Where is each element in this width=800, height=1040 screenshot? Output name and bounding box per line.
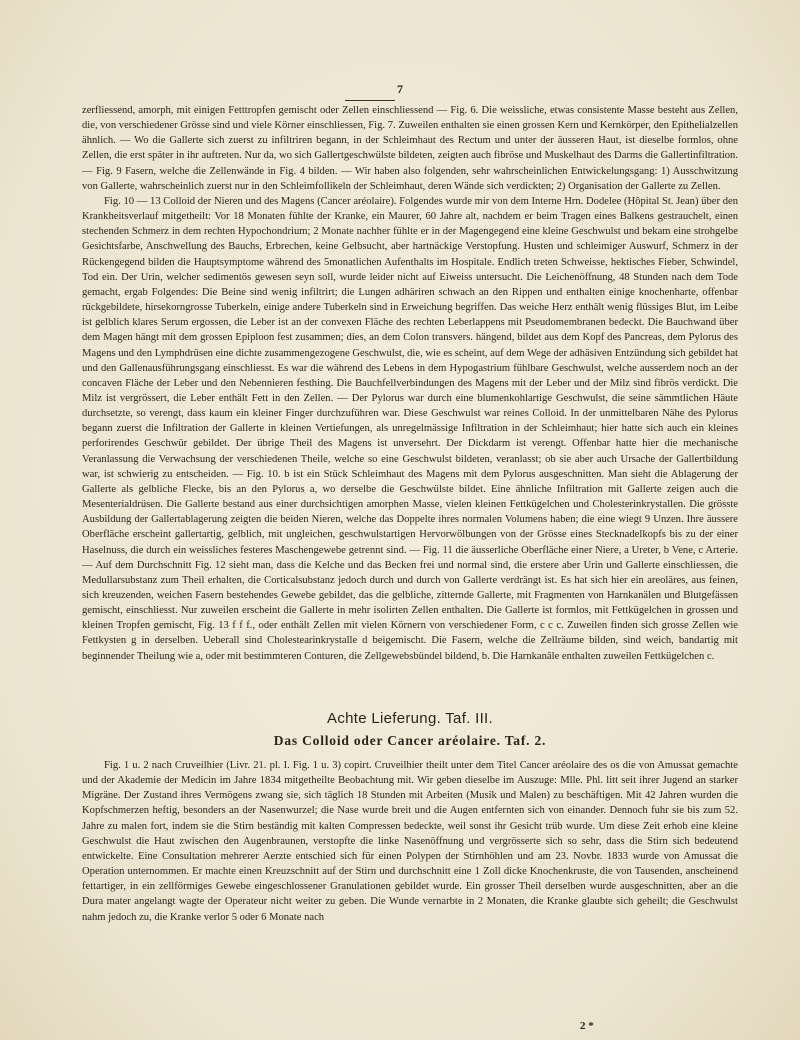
section-subtitle: Das Colloid oder Cancer aréolaire. Taf. 2. xyxy=(273,733,547,748)
header-rule xyxy=(345,100,395,101)
main-text xyxy=(82,103,738,664)
page-number: 7 xyxy=(397,82,403,96)
paragraph-1: zerfliessend, amorph, mit einigen Fetttropfen gemischt oder Zellen einschliessend — Fig. 6. Die weissliche, etwas consistente Masse besteht aus Zellen, die, von verschiedener Grösse sind und viele Körner einschliessen, Fig. 7. Zuweilen enthalten sie einen grossen Kern und Kernkörper, den Epithelialzellen ähnlich. — Wo die Gallerte sich zuerst zu infiltriren begann, in der Schleimhaut des Rectum und unter der äusseren Haut, ist dieselbe formlos, ohne Zellen, die erst später in ihr auftreten. Nur da, wo sich Gallertgeschwülste bildeten, zeigten auch fibröse und Muskelhaut des Darms die Gallertinfiltration. — Fig. 9 Fasern, welche die Zellenwände in Fig. 4 bilden. — Wir haben also folgenden, sehr wahrscheinlichen Entwickelungsgang: 1) Ausschwitzung von Gallerte, wahrscheinlich zuerst nur in den Schleimfollikeln der Schleimhaut, deren Wände sich verdickten; 2) Organisation der Gallerte zu Zellen. xyxy=(82,105,738,192)
signature-mark: 2 * xyxy=(580,1020,594,1032)
paragraph-2: Fig. 10 — 13 Colloid der Nieren und des Magens (Cancer aréolaire). Folgendes wurde mir von dem Interne Hrn. Dodelee (Hôpital St. Jean) über den Krankheitsverlauf mitgetheilt: Vor 18 Monaten fühlte der Kranke, ein Maurer, 60 Jahre alt, nachdem er beim Tragen eines Balkens gestrauchelt, einen stechenden Schmerz in dem rechten Hypochondrium; 2 Monate nachher fühlte er in der Magengegend eine kleine Geschwulst und bekam eine strohgelbe Gesichtsfarbe, Anschwellung des Bauchs, Erbrechen, keine Gelbsucht, aber hartnäckige Verstopfung. Husten und schleimiger Auswurf, Schmerz in der Rückengegend bilden die Hauptsymptome während des 5monatlichen Aufenthalts im Hospitale. Endlich treten Schweisse, hektisches Fieber, Schwindel, Tod ein. Der Urin, welcher sedimentös gewesen seyn soll, wurde leider nicht auf Eiweiss untersucht. Die Leichenöffnung, 48 Stunden nach dem Tode gemacht, ergab Folgendes: Die Beine sind wenig infiltrirt; die Lungen adhäriren schwach an den Rippen und enthalten einige knochenharte, offenbar rückgebildete, hirsekorngrosse Tuberkeln, einige andere Tuberkeln sind in Erweichung begriffen. Das weiche Herz enthält wenig flüssiges Blut, im Leibe ist gelblich klares Serum ergossen, die Leber ist an der convexen Fläche des rechten Leberlappens mit Pseudomembranen bedeckt. Die Bauchwand über dem Magen hängt mit dem grossen Epiploon fest zusammen; dies, an dem Colon transvers. hängend, bildet aus dem Kopf des Pancreas, dem Pylorus des Magens und den Lymphdrüsen eine dichte zusammengezogene Geschwulst, die, wie es scheint, auf dem Wege der adhäsiven Entzündung sich gebildet hat und den Gallenausführungsgang einschliesst. Es war die während des Lebens in dem Hypogastrium fühlbare Geschwulst, welche ausserdem noch an der concaven Fläche der Leber und den Nebennieren festhing. Die Bauchfellverbindungen des Magens mit der Leber und der Milz sind fibrös verdickt. Die Milz ist vergrössert, die Leber enthält Fett in den Zellen. — Der Pylorus war durch eine blumenkohlartige Geschwulst, die seine sämmtlichen Häute durchsetzte, so verengt, dass kaum ein kleiner Finger durchzuführen war. Diese Geschwulst war reines Colloid. In der unmittelbaren Nähe des Pylorus begann zuerst die Infiltration der Gallerte in kleinen Vertiefungen, als unregelmässige Infiltration in der Schleimhaut; hier hatte sich auch ein kleines perforirendes Geschwür gebildet. Der übrige Theil des Magens ist unversehrt. Der Dickdarm ist verengt. Offenbar hatte hier die mechanische Veranlassung die Verwachsung der verschiedenen Theile, welche so eine Geschwulst bildeten, veranlasst; ob sie aber auch Ursache der Gallertbildung war, ist schwierig zu entscheiden. — Fig. 10. b ist ein Stück Schleimhaut des Magens mit dem Pylorus ausgeschnitten. Man sieht die Ablagerung der Gallerte als gelbliche Flecke, bis an den Pylorus a, wo derselbe die Geschwülste bildet. Eine ähnliche Infiltration mit Gallerte zeigen auch die Mesenterialdrüsen. Die Gallerte bestand aus einer durchsichtigen amorphen Masse, vielen kleinen Fettkügelchen und Cholesterinkrystallen. Die grösste Ausbildung der Gallertablagerung zeigten die beiden Nieren, welche das Doppelte ihres normalen Volumens haben; die eine wiegt 9 Unzen. Ihre äussere Oberfläche erscheint gallertartig, gelblich, mit ungleichen, geschwulstartigen Hervorwölbungen von der Grösse eines Stecknadelkopfs bis zu der einer Haselnuss, die durch ein weissliches festeres Maschengewebe getrennt sind. — Fig. 11 die äusserliche Oberfläche einer Niere, a Ureter, b Vene, c Arterie. — Auf dem Durchschnitt Fig. 12 sieht man, dass die Kelche und das Becken frei und normal sind, die erstere aber Urin und Gallerte einschliessen, die Medullarsubstanz zum Theil erhalten, die Corticalsubstanz jedoch durch und durch von Gallerte verdrängt ist. Es hat sich hier ein areoläres, aus feinen, sich kreuzenden, weichen Fasern bestehendes Gewebe gebildet, das die gelbliche, zitternde Gallerte, mit Fragmenten von Harnkanälen und Blutgefässen gemischt, einschliesst. Nur zuweilen erscheint die Gallerte in mehr isolirten Zellen enthalten. Die Gallerte ist formlos, mit Fettkügelchen in grossen und kleinen Tropfen gemischt, Fig. 13 f f f., oder enthält Zellen mit vielen Körnern von verschiedener Form, c c c. Zuweilen finden sich grosse Zellen wie Fettkysten g in derselben. Ueberall sind Cholestearinkrystalle d beigemischt. Die Fasern, welche die Zellräume bilden, sind weich, bandartig mit beginnender Theilung wie a, oder mit bestimmteren Conturen, die Zellgewebsbündel bildend, b. Die Harnkanäle enthalten zuweilen Fettkügelchen c. xyxy=(82,195,738,662)
section-text xyxy=(82,758,738,925)
lieferung-heading: Achte Lieferung. Taf. III. xyxy=(327,710,493,727)
section-heading xyxy=(82,710,738,749)
section-paragraph: Fig. 1 u. 2 nach Cruveilhier (Livr. 21. pl. I. Fig. 1 u. 3) copirt. Cruveilhier theilt unter dem Titel Cancer aréolaire des os die von Amussat gemachte und der Akademie der Medicin im Jahre 1834 mitgetheilte Beobachtung mit. Wir geben dieselbe im Auszuge: Mlle. Phl. litt seit ihrer Jugend an starker Migräne. Der Zustand ihres Vermögens zwang sie, sich täglich 18 Stunden mit Arbeiten (Musik und Malen) zu beschäftigen. Mit 42 Jahren wurden die Kopfschmerzen heftig, besonders an der Nasenwurzel; die Nase wurde breit und die Augen entfernten sich von einander. Dennoch fuhr sie bis zum 52. Jahre zu malen fort, indem sie die Stirn beständig mit kalten Compressen bedeckte, weil sonst ihr Gesicht trüb wurde. Um diese Zeit erhob eine kleine Geschwulst die Haut zwischen den Augenbraunen, verstopfte die linke Nasenöffnung und vergrösserte sich so sehr, dass die Stirn sich bedeutend entwickelte. Eine Consultation mehrerer Aerzte entschied sich für einen Polypen der Stirnhöhlen und am 23. Novbr. 1833 wurde von Amussat die Operation unternommen. Er machte einen Kreuzschnitt auf der Stirn und durchschnitt eine 1 Zoll dicke Knochenkruste, die von Tausenden, anscheinend fettartiger, in ein zellförmiges Gewebe eingeschlossener Granulationen gebildet wurde. Ein grosser Theil derselben wurde ausgeschnitten, aber an die Dura mater angelangt wagte der Operateur nicht weiter zu geben. Die Wunde vernarbte in 2 Monaten, die Kranke glaubte sich geheilt; die Geschwulst nahm jedoch zu, die Kranke verlor 5 oder 6 Monate nach xyxy=(82,760,738,923)
